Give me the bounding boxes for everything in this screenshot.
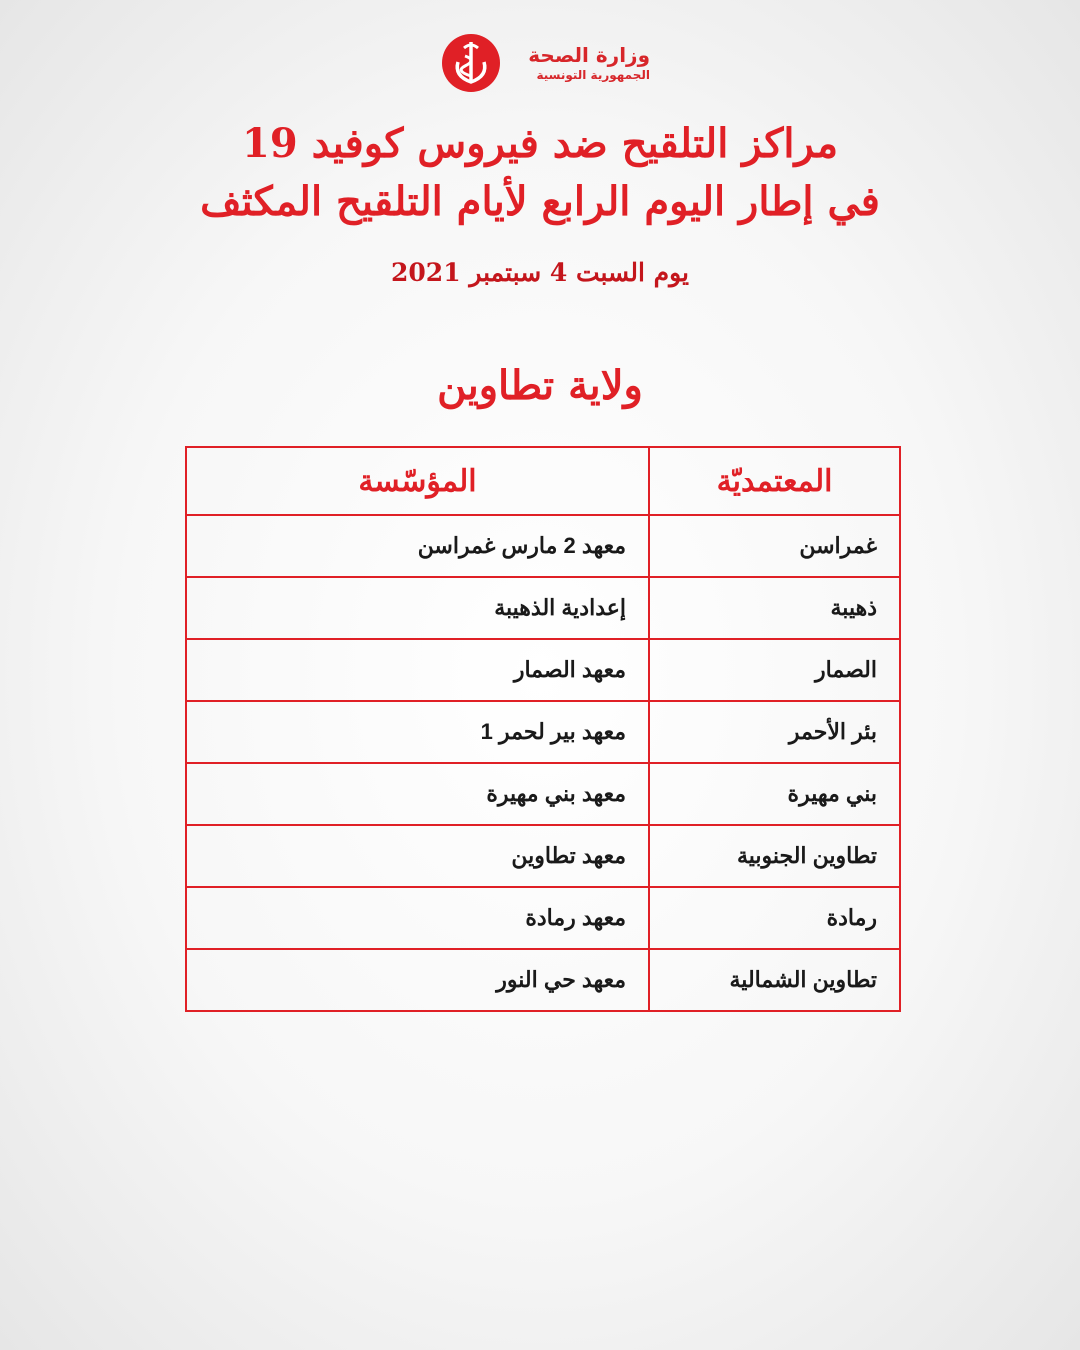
table-row — [186, 825, 900, 887]
institution-cell: معهد بني مهيرة — [186, 763, 649, 825]
institution-cell: معهد تطاوين — [186, 825, 649, 887]
delegation-cell: بئر الأحمر — [649, 701, 900, 763]
header-delegation: المعتمديّة — [649, 447, 900, 515]
date-line: يوم السبت 4 سبتمبر 2021 — [391, 258, 689, 287]
table-row — [186, 577, 900, 639]
delegation-cell: ذهيبة — [649, 577, 900, 639]
ministry-name: وزارة الصحة — [528, 43, 650, 67]
delegation-cell: تطاوين الجنوبية — [649, 825, 900, 887]
ministry-logo — [440, 28, 650, 98]
vaccination-centers-table — [185, 446, 901, 1012]
delegation-cell: رمادة — [649, 887, 900, 949]
table-row — [186, 701, 900, 763]
table-row — [186, 887, 900, 949]
table-row — [186, 515, 900, 577]
title-line-1: مراكز التلقيح ضد فيروس كوفيد 19 — [241, 120, 839, 167]
delegation-cell: تطاوين الشمالية — [649, 949, 900, 1011]
delegation-cell: الصمار — [649, 639, 900, 701]
delegation-cell: غمراسن — [649, 515, 900, 577]
title-line-2: في إطار اليوم الرابع لأيام التلقيح المكثف — [200, 178, 880, 225]
ministry-emblem-icon — [440, 32, 502, 94]
institution-cell: معهد رمادة — [186, 887, 649, 949]
institution-cell: إعدادية الذهيبة — [186, 577, 649, 639]
logo-text — [512, 43, 650, 83]
republic-name: الجمهورية التونسية — [536, 68, 650, 82]
institution-cell: معهد بير لحمر 1 — [186, 701, 649, 763]
governorate-title: ولاية تطاوين — [437, 362, 643, 409]
table-row — [186, 763, 900, 825]
table-header-row — [186, 447, 900, 515]
institution-cell: معهد الصمار — [186, 639, 649, 701]
table-row — [186, 639, 900, 701]
institution-cell: معهد 2 مارس غمراسن — [186, 515, 649, 577]
institution-cell: معهد حي النور — [186, 949, 649, 1011]
delegation-cell: بني مهيرة — [649, 763, 900, 825]
table-row — [186, 949, 900, 1011]
header-institution: المؤسّسة — [186, 447, 649, 515]
